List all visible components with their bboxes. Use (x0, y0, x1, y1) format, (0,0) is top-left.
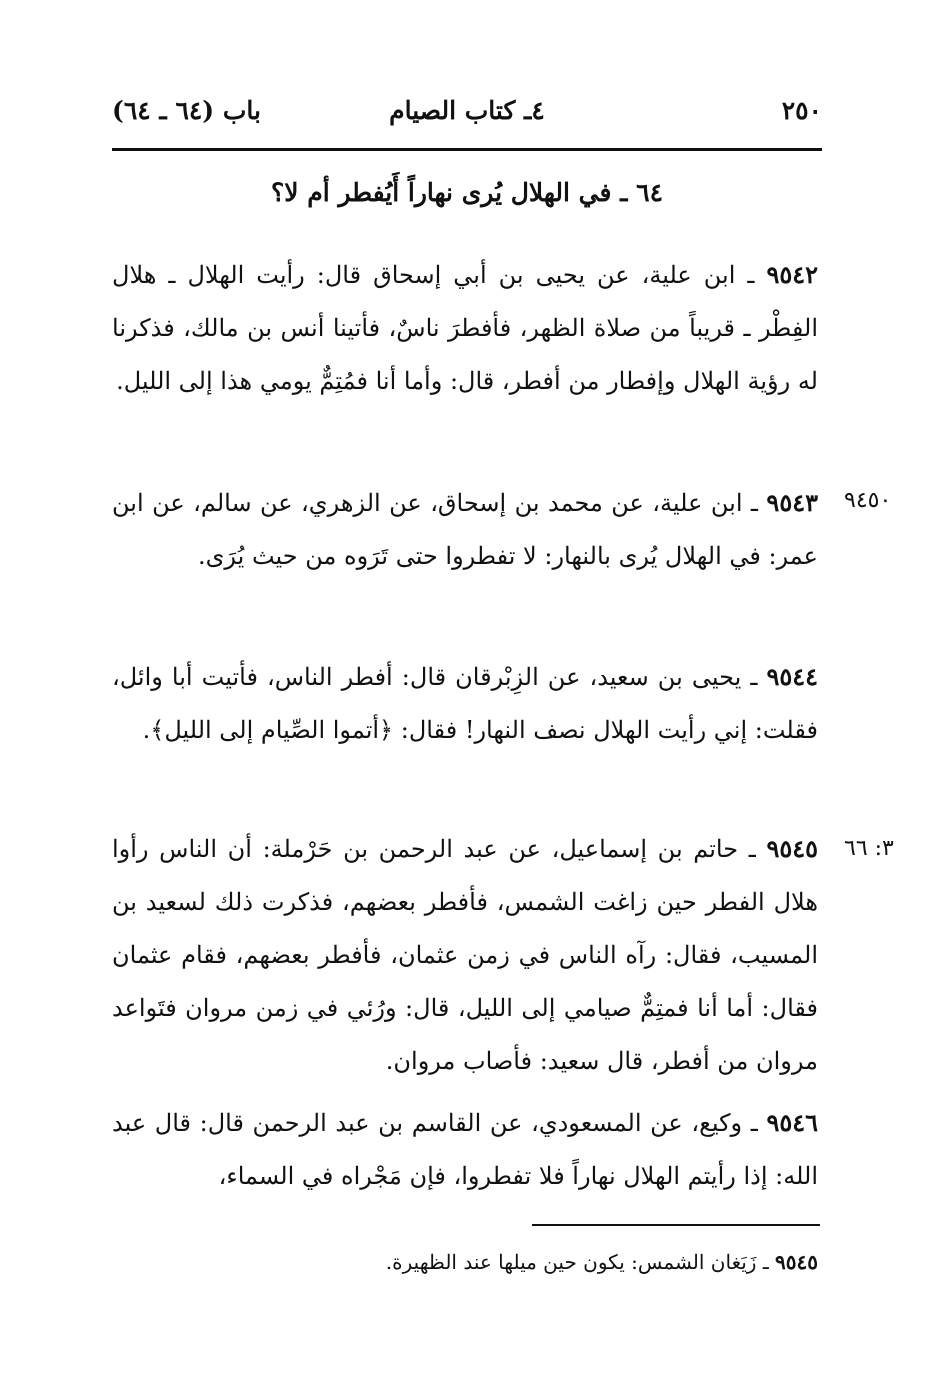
chapter-range: باب (٦٤ ـ ٦٤) (112, 96, 261, 125)
hadith-9543 (112, 476, 818, 583)
margin-cross-ref: ٣: ٦٦ (844, 836, 894, 861)
margin-cross-ref: ٩٤٥٠ (844, 488, 892, 513)
page-number: ٢٥٠ (781, 96, 822, 125)
header-rule (112, 148, 822, 151)
hadith-text: ـ وكيع، عن المسعودي، عن القاسم بن عبد الرحمن قال: قال عبد الله: إذا رأيتم الهلال نهاراً فلا تفطروا، فإن مَجْراه في السماء، (112, 1109, 818, 1190)
page-header (112, 92, 822, 136)
book-title: ٤ـ كتاب الصيام (389, 96, 545, 125)
footnote-number: ٩٥٤٥ (775, 1250, 818, 1274)
hadith-9542 (112, 248, 818, 408)
chapter-title: ٦٤ ـ في الهلال يُرى نهاراً أَيُفطر أم لا؟ (270, 178, 663, 207)
footnote-text: ـ زَيَغان الشمس: يكون حين ميلها عند الظهيرة. (385, 1250, 769, 1274)
hadith-9546 (112, 1096, 818, 1203)
hadith-text: ـ يحيى بن سعيد، عن الزِبْرقان قال: أفطر الناس، فأتيت أبا وائل، فقلت: إني رأيت الهلال نصف النهار! فقال: ﴿أتموا الصِّيام إلى الليل﴾. (112, 663, 818, 744)
hadith-text: ـ ابن علية، عن يحيى بن أبي إسحاق قال: رأيت الهلال ـ هلال الفِطْر ـ قريباً من صلاة الظهر، فأفطرَ ناسٌ، فأتينا أنس بن مالك، فذكرنا له رؤية الهلال وإفطار من أفطر، قال: وأما أنا فمُتِمٌّ يومي هذا إلى الليل. (112, 261, 818, 395)
hadith-number: ٩٥٤٢ (766, 260, 818, 289)
hadith-9544 (112, 650, 818, 757)
hadith-number: ٩٥٤٣ (766, 488, 818, 517)
hadith-text: ـ حاتم بن إسماعيل، عن عبد الرحمن بن حَرْملة: أن الناس رأوا هلال الفطر حين زاغت الشمس، فأفطر بعضهم، فذكرت ذلك لسعيد بن المسيب، فقال: رآه الناس في زمن عثمان، فأفطر بعضهم، فقام عثمان فقال: أما أنا فمتِمٌّ صيامي إلى الليل، قال: ورُئي في زمن مروان فتَواعد مروان من أفطر، قال سعيد: فأصاب مروان. (112, 835, 818, 1075)
footnote (112, 1250, 818, 1274)
hadith-9545 (112, 822, 818, 1088)
hadith-number: ٩٥٤٥ (766, 834, 818, 863)
hadith-number: ٩٥٤٤ (766, 662, 818, 691)
hadith-text: ـ ابن علية، عن محمد بن إسحاق، عن الزهري، عن سالم، عن ابن عمر: في الهلال يُرى بالنهار: لا تفطروا حتى تَرَوه من حيث يُرَى. (112, 489, 818, 570)
hadith-number: ٩٥٤٦ (766, 1108, 818, 1137)
footnote-rule (532, 1224, 820, 1226)
